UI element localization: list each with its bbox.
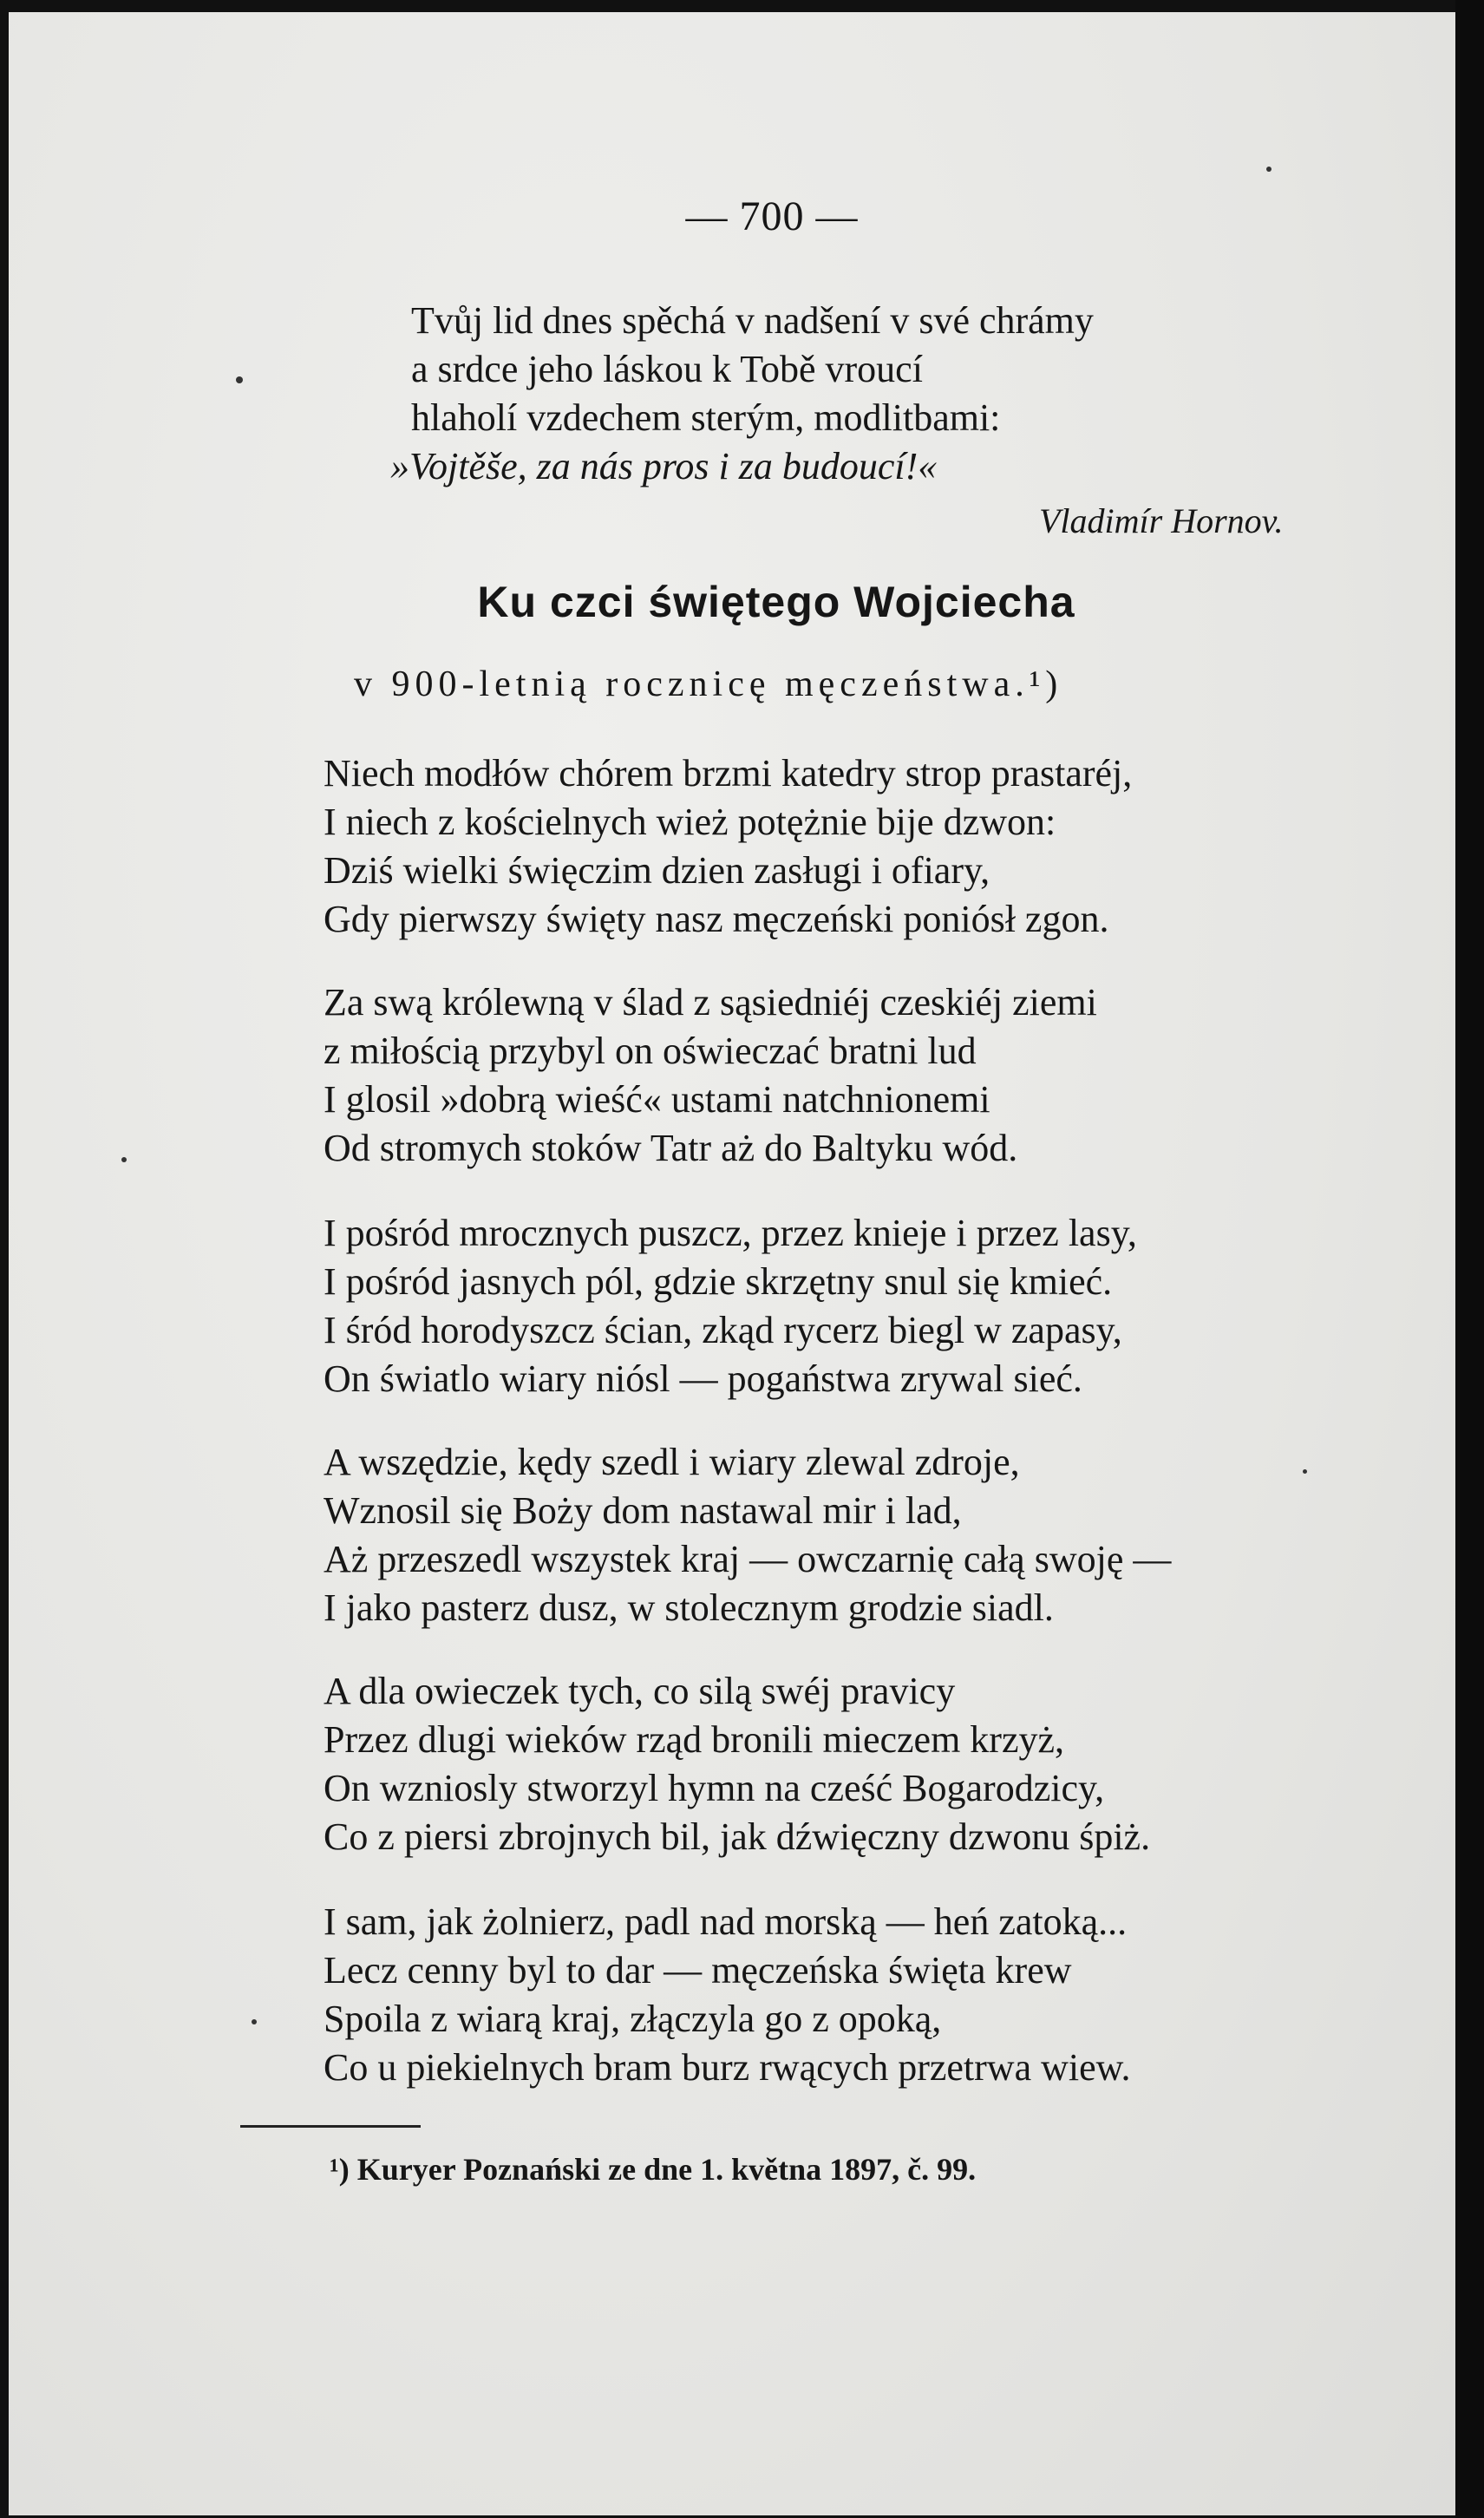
verse-line: I sam, jak żolnierz, padl nad morską — heń zatoką... bbox=[324, 1900, 1128, 1943]
verse-line: Co u piekielnych bram burz rwących przetrwa wiew. bbox=[324, 2046, 1131, 2089]
ink-speck bbox=[1266, 167, 1272, 172]
verse-line: I niech z kościelnych wież potężnie bije dzwon: bbox=[324, 801, 1056, 843]
intro-line: a srdce jeho láskou k Tobě vroucí bbox=[411, 348, 923, 390]
footnote-rule bbox=[240, 2125, 421, 2128]
poem-subtitle: v 900-letnią rocznicę męczeństwa.¹) bbox=[354, 664, 1063, 704]
footnote: ¹) Kuryer Poznański ze dne 1. května 1897, č. 99. bbox=[330, 2152, 977, 2187]
verse-line: Lecz cenny byl to dar — męczeńska święta krew bbox=[324, 1949, 1072, 1992]
verse-line: A wszędzie, kędy szedl i wiary zlewal zdroje, bbox=[324, 1441, 1020, 1483]
page-number: — 700 — bbox=[685, 193, 859, 239]
ink-speck bbox=[236, 376, 243, 383]
intro-line: hlaholí vzdechem sterým, modlitbami: bbox=[411, 396, 1001, 439]
intro-line: Tvůj lid dnes spěchá v nadšení v své chrámy bbox=[411, 299, 1094, 342]
verse-line: I glosil »dobrą wieść« ustami natchnionemi bbox=[324, 1078, 990, 1121]
verse-line: Niech modłów chórem brzmi katedry strop prastaréj, bbox=[324, 752, 1133, 795]
intro-author: Vladimír Hornov. bbox=[1039, 501, 1284, 540]
verse-line: Wznosil się Boży dom nastawal mir i lad, bbox=[324, 1489, 962, 1532]
verse-line: I pośród mrocznych puszcz, przez knieje i przez lasy, bbox=[324, 1212, 1137, 1254]
ink-speck bbox=[121, 1157, 127, 1162]
verse-line: I śród horodyszcz ścian, zkąd rycerz biegl w zapasy, bbox=[324, 1309, 1122, 1351]
verse-line: Dziś wielki święczim dzien zasługi i ofiary, bbox=[324, 849, 990, 892]
verse-line: Od stromych stoków Tatr aż do Baltyku wód. bbox=[324, 1127, 1018, 1169]
verse-line: Aż przeszedl wszystek kraj — owczarnię całą swoję — bbox=[324, 1538, 1172, 1580]
scan-edge bbox=[1455, 0, 1484, 2518]
verse-line: z miłością przybyl on oświeczać bratni lud bbox=[324, 1030, 977, 1072]
ink-speck bbox=[252, 2019, 257, 2024]
poem-title: Ku czci świętego Wojciecha bbox=[477, 578, 1075, 626]
verse-line: On wzniosly stworzyl hymn na cześć Bogarodzicy, bbox=[324, 1767, 1105, 1809]
verse-line: Spoila z wiarą kraj, złączyla go z opoką, bbox=[324, 1998, 942, 2040]
verse-line: A dla owieczek tych, co silą swéj pravicy bbox=[324, 1670, 956, 1712]
verse-line: Gdy pierwszy święty nasz męczeński poniósł zgon. bbox=[324, 898, 1109, 940]
verse-line: I pośród jasnych pól, gdzie skrzętny snul się kmieć. bbox=[324, 1260, 1113, 1303]
verse-line: Co z piersi zbrojnych bil, jak dźwięczny dzwonu śpiż. bbox=[324, 1815, 1151, 1858]
ink-speck bbox=[1303, 1469, 1307, 1474]
verse-line: I jako pasterz dusz, w stolecznym grodzie siadl. bbox=[324, 1586, 1054, 1629]
verse-line: Za swą królewną v ślad z sąsiedniéj czeskiéj ziemi bbox=[324, 981, 1097, 1024]
verse-line: On światlo wiary niósl — pogaństwa zrywal sieć. bbox=[324, 1357, 1082, 1400]
intro-line-italic: »Vojtěše, za nás pros i za budoucí!« bbox=[390, 445, 938, 487]
verse-line: Przez dlugi wieków rząd bronili mieczem krzyż, bbox=[324, 1718, 1065, 1761]
